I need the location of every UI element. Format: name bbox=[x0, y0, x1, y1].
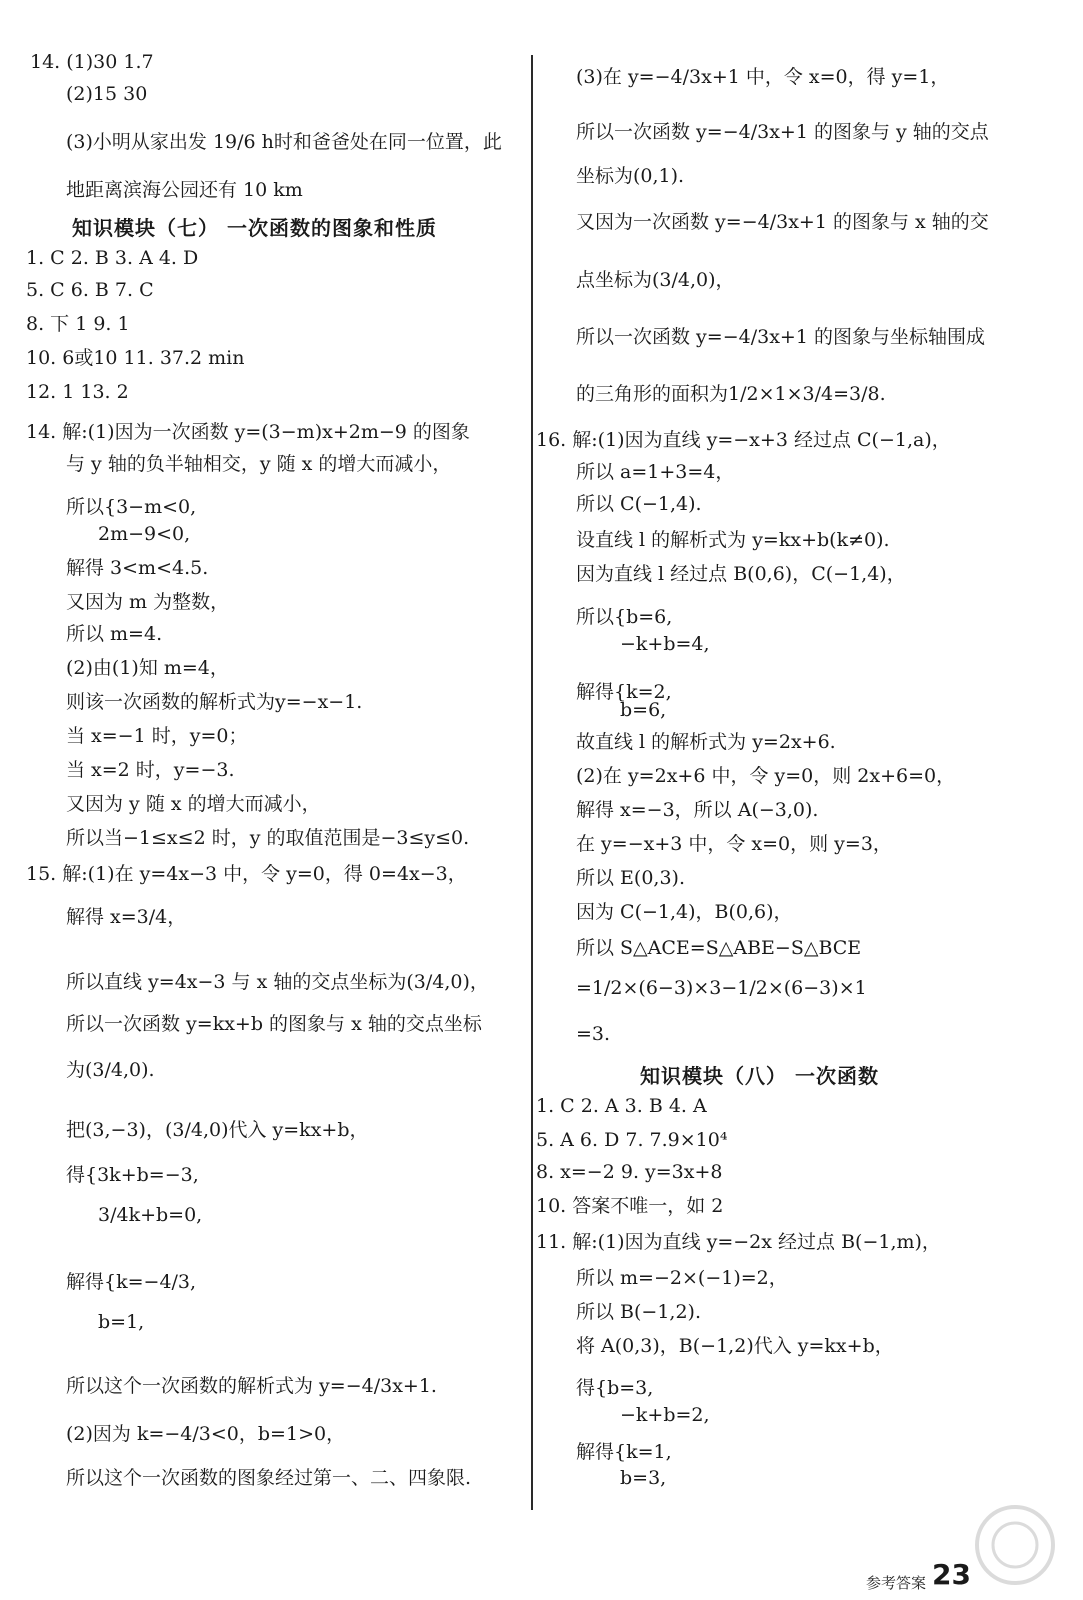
page-number: 23 bbox=[932, 1558, 971, 1591]
answer-line: 11. 解:(1)因为直线 y=−2x 经过点 B(−1,m)， bbox=[536, 1231, 941, 1253]
answer-line: 所以{b=6, bbox=[576, 606, 673, 628]
answer-line: 得{3k+b=−3, bbox=[66, 1164, 199, 1186]
answer-line: 得{b=3, bbox=[576, 1377, 654, 1399]
answer-line: 在 y=−x+3 中，令 x=0，则 y=3， bbox=[576, 833, 892, 855]
section-heading: 知识模块（七） 一次函数的图象和性质 bbox=[72, 216, 437, 240]
column-divider bbox=[531, 55, 533, 1510]
answer-line: 14. 解:(1)因为一次函数 y=(3−m)x+2m−9 的图象 bbox=[26, 421, 470, 443]
answer-line: 所以一次函数 y=−4/3x+1 的图象与 y 轴的交点 bbox=[576, 121, 989, 143]
answer-line: b=6, bbox=[620, 699, 667, 721]
answer-line: 所以 E(0,3). bbox=[576, 867, 685, 889]
answer-line: 10. 6或10 11. 37.2 min bbox=[26, 347, 245, 369]
answer-line: 因为 C(−1,4)，B(0,6)， bbox=[576, 901, 793, 923]
answer-line: 所以 C(−1,4). bbox=[576, 493, 702, 515]
answer-line: 解得 x=−3，所以 A(−3,0). bbox=[576, 799, 819, 821]
answer-line: 8. 下 1 9. 1 bbox=[26, 313, 130, 335]
answer-line: 所以直线 y=4x−3 与 x 轴的交点坐标为(3/4,0)， bbox=[66, 971, 489, 993]
answer-line: 2m−9<0, bbox=[98, 523, 191, 545]
answer-line: =3. bbox=[576, 1023, 611, 1045]
answer-line: 当 x=−1 时，y=0； bbox=[66, 725, 248, 747]
answer-line: 所以一次函数 y=−4/3x+1 的图象与坐标轴围成 bbox=[576, 326, 985, 348]
answer-line: 因为直线 l 经过点 B(0,6)，C(−1,4)， bbox=[576, 563, 906, 585]
answer-line: 所以 B(−1,2). bbox=[576, 1301, 702, 1323]
answer-line: 点坐标为(3/4,0)， bbox=[576, 269, 735, 291]
answer-line: 所以 a=1+3=4， bbox=[576, 461, 735, 483]
answer-line: (2)因为 k=−4/3<0，b=1>0， bbox=[66, 1423, 346, 1445]
answer-line: 地距离滨海公园还有 10 km bbox=[66, 179, 303, 201]
answer-line: 所以一次函数 y=kx+b 的图象与 x 轴的交点坐标 bbox=[66, 1013, 482, 1035]
answer-line: 1. C 2. A 3. B 4. A bbox=[536, 1095, 707, 1117]
answer-line: 5. A 6. D 7. 7.9×10⁴ bbox=[536, 1129, 728, 1151]
answer-line: 把(3,−3)，(3/4,0)代入 y=kx+b， bbox=[66, 1119, 369, 1141]
answer-line: 5. C 6. B 7. C bbox=[26, 279, 154, 301]
right-column bbox=[536, 0, 1083, 1600]
watermark-logo bbox=[955, 1500, 1075, 1595]
answer-line: 所以当−1≤x≤2 时，y 的取值范围是−3≤y≤0. bbox=[66, 827, 470, 849]
answer-line: 解得{k=1, bbox=[576, 1441, 672, 1463]
answer-line: 3/4k+b=0, bbox=[98, 1204, 203, 1226]
answer-line: 为(3/4,0). bbox=[66, 1059, 155, 1081]
answer-line: 的三角形的面积为1/2×1×3/4=3/8. bbox=[576, 383, 886, 405]
answer-line: 又因为 m 为整数， bbox=[66, 591, 230, 613]
answer-line: 解得{k=−4/3, bbox=[66, 1271, 197, 1293]
answer-line: b=1, bbox=[98, 1311, 145, 1333]
answer-line: 所以 m=4. bbox=[66, 623, 163, 645]
answer-line: 15. 解:(1)在 y=4x−3 中，令 y=0，得 0=4x−3， bbox=[26, 863, 467, 885]
answer-line: 解得 x=3/4， bbox=[66, 906, 187, 928]
answer-line: 14. (1)30 1.7 bbox=[30, 51, 154, 73]
answer-line: 当 x=2 时，y=−3. bbox=[66, 759, 235, 781]
answer-line: 将 A(0,3)，B(−1,2)代入 y=kx+b， bbox=[576, 1335, 894, 1357]
answer-line: 则该一次函数的解析式为y=−x−1. bbox=[66, 691, 363, 713]
answer-line: 又因为一次函数 y=−4/3x+1 的图象与 x 轴的交 bbox=[576, 211, 989, 233]
answer-line: 1. C 2. B 3. A 4. D bbox=[26, 247, 199, 269]
answer-line: (2)由(1)知 m=4， bbox=[66, 657, 229, 679]
answer-line: =1/2×(6−3)×3−1/2×(6−3)×1 bbox=[576, 977, 867, 999]
answer-line: 所以这个一次函数的图象经过第一、二、四象限. bbox=[66, 1467, 472, 1489]
footer-label: 参考答案 bbox=[866, 1574, 927, 1592]
answer-line: 10. 答案不唯一，如 2 bbox=[536, 1195, 724, 1217]
answer-line: (3)小明从家出发 19/6 h时和爸爸处在同一位置，此 bbox=[66, 131, 502, 153]
answer-line: 坐标为(0,1). bbox=[576, 165, 685, 187]
left-column bbox=[0, 0, 530, 1600]
answer-line: (2)在 y=2x+6 中，令 y=0，则 2x+6=0， bbox=[576, 765, 956, 787]
answer-line: b=3, bbox=[620, 1467, 667, 1489]
answer-line: 与 y 轴的负半轴相交，y 随 x 的增大而减小， bbox=[66, 453, 452, 475]
answer-line: 所以这个一次函数的解析式为 y=−4/3x+1. bbox=[66, 1375, 437, 1397]
answer-line: 故直线 l 的解析式为 y=2x+6. bbox=[576, 731, 836, 753]
answer-line: 又因为 y 随 x 的增大而减小， bbox=[66, 793, 321, 815]
answer-line: −k+b=2, bbox=[620, 1404, 710, 1426]
answer-line: 16. 解:(1)因为直线 y=−x+3 经过点 C(−1,a)， bbox=[536, 429, 951, 451]
section-heading: 知识模块（八） 一次函数 bbox=[640, 1064, 879, 1088]
answer-line: (3)在 y=−4/3x+1 中，令 x=0，得 y=1， bbox=[576, 66, 950, 88]
answer-line: 所以 m=−2×(−1)=2， bbox=[576, 1267, 788, 1289]
answer-line: 设直线 l 的解析式为 y=kx+b(k≠0). bbox=[576, 529, 890, 551]
answer-line: 所以 S△ACE=S△ABE−S△BCE bbox=[576, 937, 862, 959]
answer-line: −k+b=4, bbox=[620, 633, 710, 655]
answer-line: 解得{k=2, bbox=[576, 681, 672, 703]
answer-line: 解得 3<m<4.5. bbox=[66, 557, 209, 579]
answer-line: 8. x=−2 9. y=3x+8 bbox=[536, 1161, 723, 1183]
answer-line: 12. 1 13. 2 bbox=[26, 381, 129, 403]
answer-line: 所以{3−m<0, bbox=[66, 496, 197, 518]
answer-line: (2)15 30 bbox=[66, 83, 148, 105]
